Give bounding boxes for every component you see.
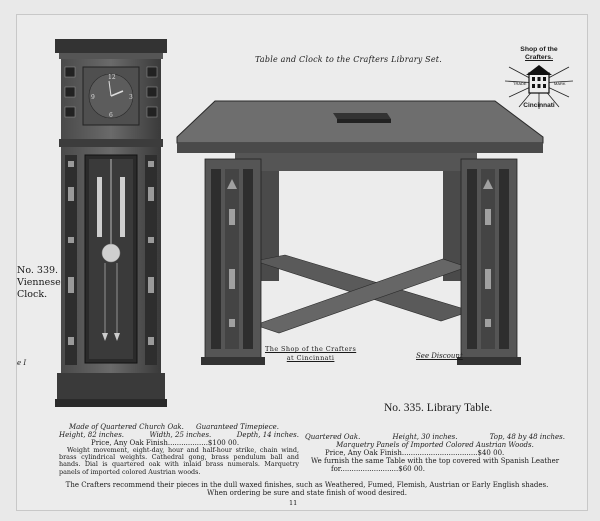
logo-mark-word: MARK xyxy=(554,81,566,86)
footer-line1: The Crafters recommend their pieces in the dull waxed finishes, such as Weathered, Fumed, Flemish, Austrian or Early English shades. xyxy=(65,481,549,489)
clock-depth: Depth, 14 inches. xyxy=(236,431,299,439)
shop-caption-line2: at Cincinnati xyxy=(286,354,335,362)
table-spanish-leather-line2: for..........................$60 00. xyxy=(331,465,425,473)
clock-details-row2 xyxy=(59,431,299,439)
clock-specifications xyxy=(59,423,299,476)
clock-description: Weight movement, eight-day, hour and half-hour strike, chain wind, brass cylindrical weights. Cathedral gong, brass pendulum ball and hands. Dial is quartered oak with inlaid brass numerals. Marquetry panels of imported colored Austrian woods. xyxy=(59,446,299,476)
footer-note xyxy=(47,481,567,497)
footer-line2: When ordering be sure and state finish of wood desired. xyxy=(207,489,407,497)
svg-text:9: 9 xyxy=(91,94,95,101)
clock-details-row1 xyxy=(59,423,299,431)
svg-text:3: 3 xyxy=(129,94,133,101)
clipped-text-fragment: e I xyxy=(17,359,27,367)
clock-width: Width, 25 inches. xyxy=(149,431,212,439)
clock-label-line3: Clock. xyxy=(17,289,48,300)
table-height: Height, 30 inches. xyxy=(392,433,458,441)
viennese-clock-illustration xyxy=(53,37,169,409)
table-spanish-leather-line1: We furnish the same Table with the top covered with Spanish Leather xyxy=(311,457,560,465)
catalog-page xyxy=(16,14,588,511)
shop-caption-line1: The Shop of the Crafters xyxy=(265,345,357,353)
header-caption: Table and Clock to the Crafters Library Set. xyxy=(255,55,442,64)
table-details-row1 xyxy=(305,433,565,441)
logo-line1: Shop of the xyxy=(520,46,558,53)
table-material: Quartered Oak. xyxy=(305,433,361,441)
library-table-illustration xyxy=(175,99,547,371)
svg-text:6: 6 xyxy=(109,112,113,119)
table-specifications xyxy=(305,433,565,473)
page-number: 11 xyxy=(289,499,298,507)
logo-trade-word: TRADE xyxy=(513,81,527,86)
logo-bottom-text: Cincinnati xyxy=(523,102,555,109)
clock-label-line2: Viennese xyxy=(17,277,61,288)
clock-price: Price, Any Oak Finish..................$100 00. xyxy=(91,439,240,447)
table-top-size: Top, 48 by 48 inches. xyxy=(489,433,565,441)
table-price: Price, Any Oak Finish..................................$40 00. xyxy=(325,449,505,457)
clock-label-line1: No. 339. xyxy=(17,265,59,276)
clock-guarantee: Guaranteed Timepiece. xyxy=(196,423,279,431)
logo-top-text xyxy=(503,46,575,62)
table-marquetry: Marquetry Panels of Imported Colored Austrian Woods. xyxy=(336,441,534,449)
clock-material: Made of Quartered Church Oak. xyxy=(69,423,184,431)
logo-line2: Crafters. xyxy=(525,54,553,61)
see-discount-note: See Discount xyxy=(416,352,463,360)
svg-text:12: 12 xyxy=(108,74,116,81)
shop-caption xyxy=(265,345,356,363)
table-caption: No. 335. Library Table. xyxy=(384,402,493,414)
clock-height: Height, 82 inches. xyxy=(59,431,125,439)
